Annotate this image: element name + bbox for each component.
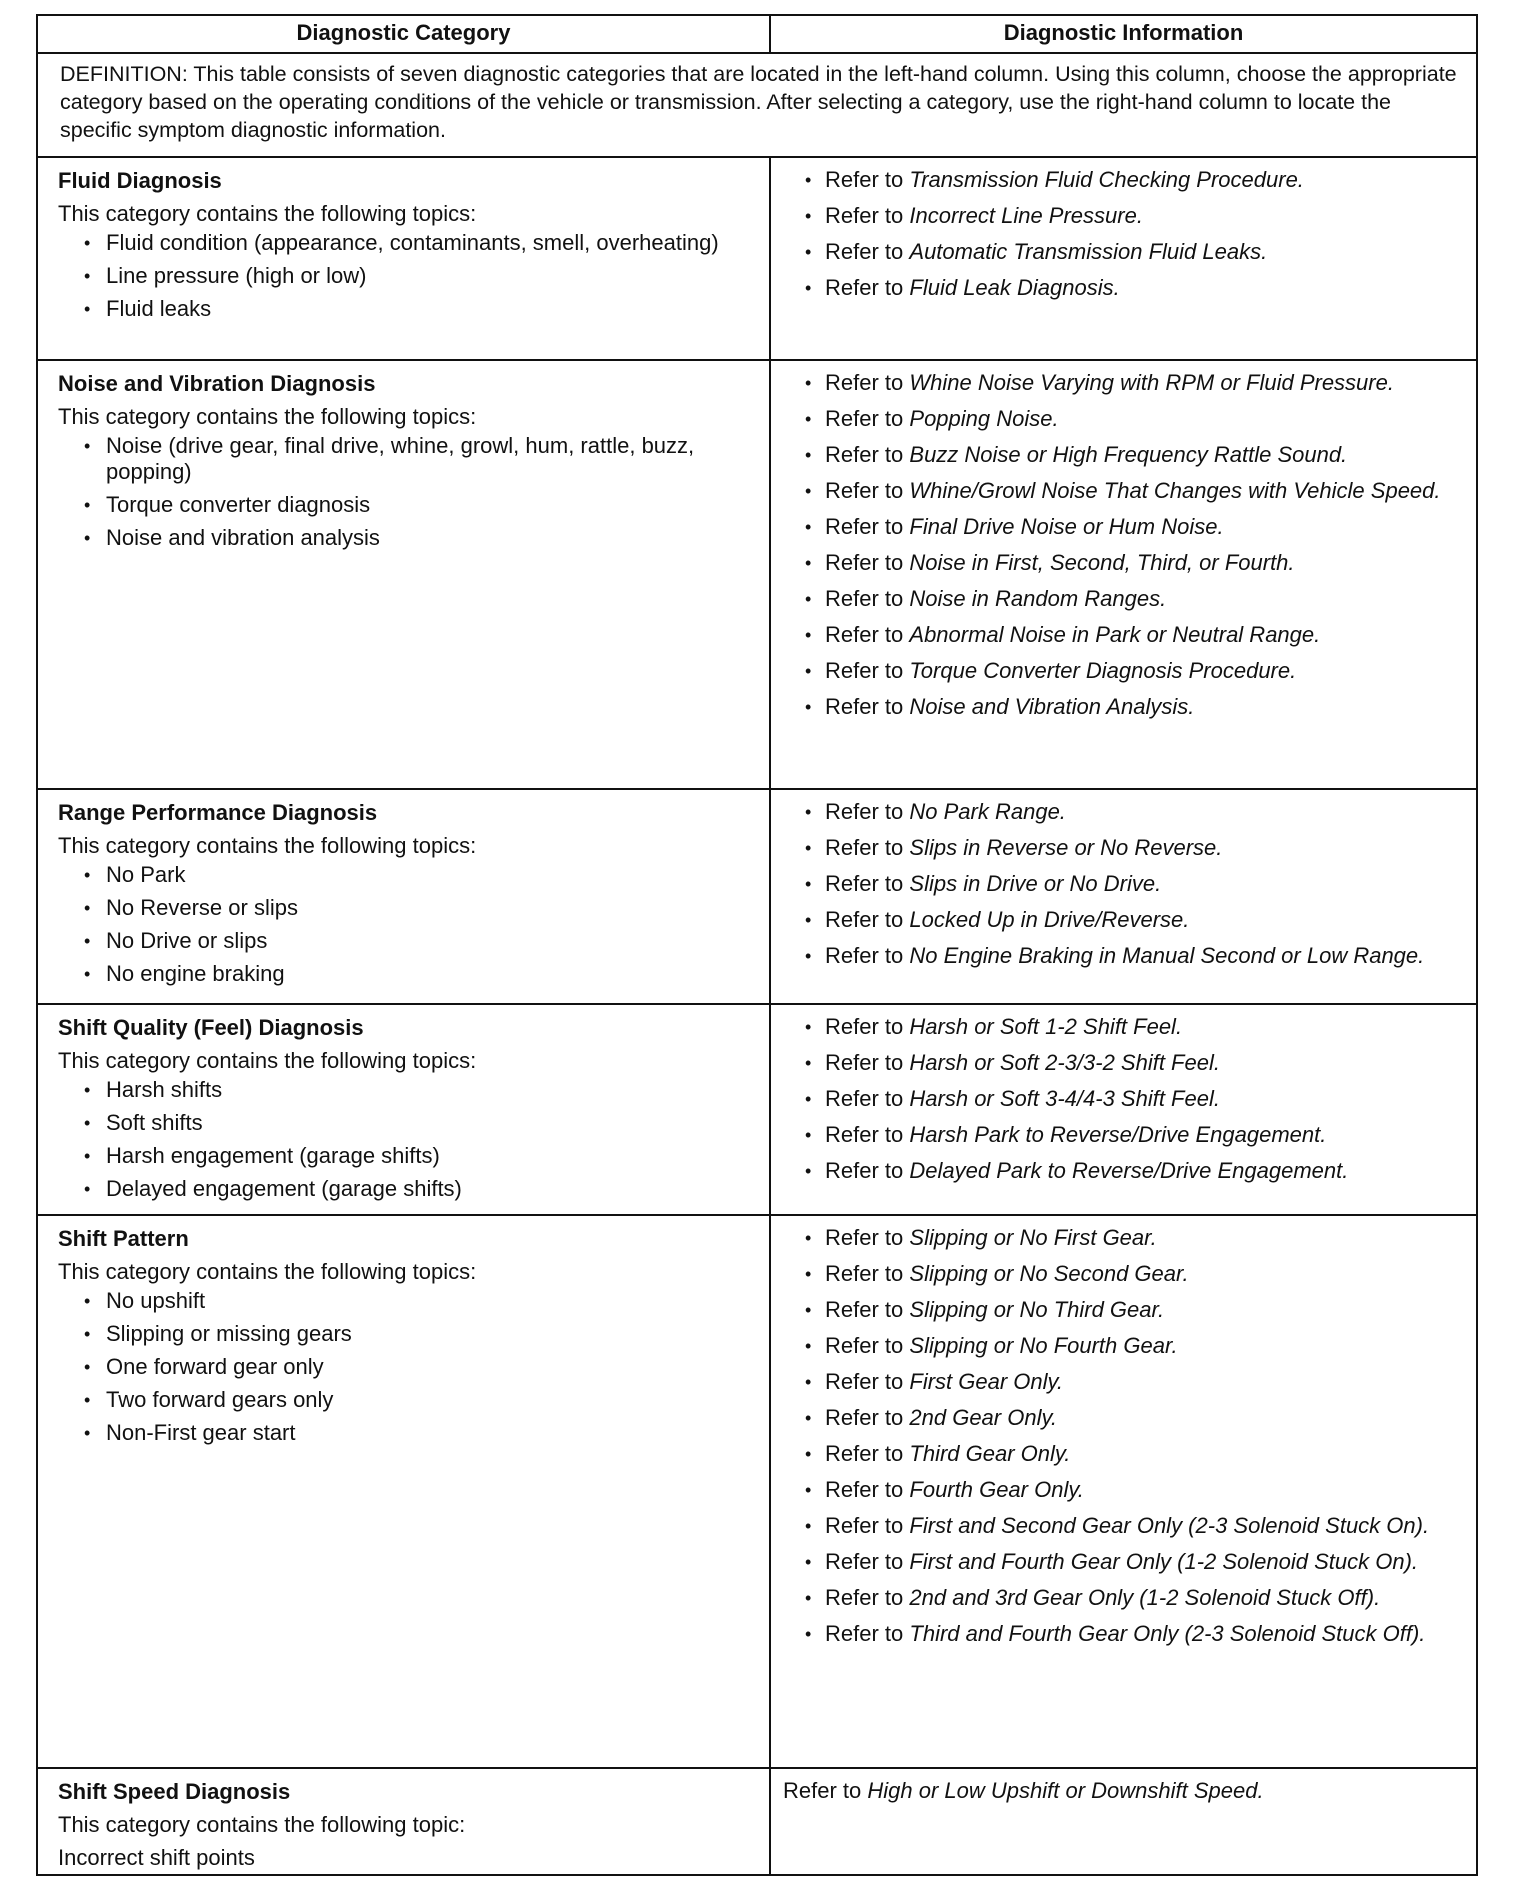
refer-to-label: Refer to xyxy=(825,622,904,647)
reference-title: First Gear Only. xyxy=(909,1369,1064,1394)
reference-item xyxy=(803,1548,1462,1576)
reference-item xyxy=(803,870,1462,898)
reference-list xyxy=(803,1013,1462,1185)
reference-item xyxy=(803,238,1462,266)
refer-to-label: Refer to xyxy=(825,1050,904,1075)
refer-to-label: Refer to xyxy=(825,943,904,968)
refer-to-label: Refer to xyxy=(825,1549,904,1574)
reference-item xyxy=(803,274,1462,302)
reference-title: Transmission Fluid Checking Procedure. xyxy=(909,167,1304,192)
topic-item: • Harsh engagement (garage shifts) xyxy=(84,1143,759,1169)
refer-to-label: Refer to xyxy=(825,203,904,228)
refer-to-label: Refer to xyxy=(783,1778,862,1803)
reference-item xyxy=(803,1584,1462,1612)
refer-to-label: Refer to xyxy=(825,239,904,264)
reference-title: Delayed Park to Reverse/Drive Engagement. xyxy=(909,1158,1349,1183)
reference-title: Slips in Reverse or No Reverse. xyxy=(909,835,1223,860)
reference-item xyxy=(803,369,1462,397)
reference-list xyxy=(803,798,1462,970)
reference-title: Popping Noise. xyxy=(909,406,1059,431)
information-cell xyxy=(770,1004,1477,1215)
reference-item xyxy=(803,405,1462,433)
refer-to-label: Refer to xyxy=(825,1225,904,1250)
table-row xyxy=(37,1004,1477,1215)
refer-to-label: Refer to xyxy=(825,1477,904,1502)
category-intro: This category contains the following topics: xyxy=(58,1048,477,1073)
reference-item xyxy=(803,942,1462,970)
category-cell xyxy=(37,360,770,789)
topic-list xyxy=(58,1288,759,1446)
reference-item xyxy=(803,798,1462,826)
topic-item: • One forward gear only xyxy=(84,1354,759,1380)
reference-title: Torque Converter Diagnosis Procedure. xyxy=(909,658,1297,683)
reference-title: Fluid Leak Diagnosis. xyxy=(909,275,1120,300)
reference-title: Slips in Drive or No Drive. xyxy=(909,871,1162,896)
category-intro: This category contains the following topics: xyxy=(58,404,477,429)
topic-list xyxy=(58,433,759,551)
header-row xyxy=(37,15,1477,53)
category-cell xyxy=(37,1004,770,1215)
category-intro: This category contains the following topics: xyxy=(58,1259,477,1284)
reference-item xyxy=(803,657,1462,685)
reference-title: Incorrect Line Pressure. xyxy=(909,203,1143,228)
reference-title: Third Gear Only. xyxy=(909,1441,1071,1466)
reference-title: Slipping or No Second Gear. xyxy=(909,1261,1189,1286)
refer-to-label: Refer to xyxy=(825,1621,904,1646)
reference-item xyxy=(803,621,1462,649)
header-diagnostic-information: Diagnostic Information xyxy=(770,15,1477,53)
header-diagnostic-category: Diagnostic Category xyxy=(37,15,770,53)
reference-item xyxy=(783,1777,1462,1805)
reference-item xyxy=(803,1404,1462,1432)
reference-title: Locked Up in Drive/Reverse. xyxy=(909,907,1190,932)
refer-to-label: Refer to xyxy=(825,1585,904,1610)
reference-item xyxy=(803,1157,1462,1185)
refer-to-label: Refer to xyxy=(825,658,904,683)
reference-list xyxy=(803,166,1462,302)
refer-to-label: Refer to xyxy=(825,1122,904,1147)
reference-title: High or Low Upshift or Downshift Speed. xyxy=(867,1778,1264,1803)
reference-item xyxy=(803,477,1462,505)
reference-title: Abnormal Noise in Park or Neutral Range. xyxy=(909,622,1321,647)
refer-to-label: Refer to xyxy=(825,1086,904,1111)
information-cell xyxy=(770,360,1477,789)
category-intro: This category contains the following topics: xyxy=(58,201,477,226)
reference-item xyxy=(803,1332,1462,1360)
reference-title: Slipping or No First Gear. xyxy=(909,1225,1157,1250)
category-title: Shift Speed Diagnosis xyxy=(58,1779,291,1804)
category-title: Shift Pattern xyxy=(58,1226,189,1251)
topic-item: • Delayed engagement (garage shifts) xyxy=(84,1176,759,1202)
reference-item xyxy=(803,1085,1462,1113)
category-intro: This category contains the following topics: xyxy=(58,833,477,858)
reference-item xyxy=(803,1512,1462,1540)
refer-to-label: Refer to xyxy=(825,514,904,539)
topic-item: • Non-First gear start xyxy=(84,1420,759,1446)
definition-row xyxy=(37,53,1477,157)
topic-list xyxy=(58,862,759,987)
topic-item: • Torque converter diagnosis xyxy=(84,492,759,518)
refer-to-label: Refer to xyxy=(825,1297,904,1322)
topic-item: • Line pressure (high or low) xyxy=(84,263,759,289)
reference-list xyxy=(803,369,1462,721)
reference-item xyxy=(803,441,1462,469)
reference-title: No Park Range. xyxy=(909,799,1066,824)
reference-title: Whine/Growl Noise That Changes with Vehicle Speed. xyxy=(909,478,1441,503)
topic-item: • Harsh shifts xyxy=(84,1077,759,1103)
refer-to-label: Refer to xyxy=(825,1513,904,1538)
reference-list xyxy=(803,1224,1462,1648)
refer-to-label: Refer to xyxy=(825,799,904,824)
topic-item: • Fluid condition (appearance, contaminants, smell, overheating) xyxy=(84,230,759,256)
topic-item: • No engine braking xyxy=(84,961,759,987)
reference-item xyxy=(803,166,1462,194)
reference-item xyxy=(803,1368,1462,1396)
reference-item xyxy=(803,1224,1462,1252)
reference-item xyxy=(803,1620,1462,1648)
topic-item: • Noise and vibration analysis xyxy=(84,525,759,551)
reference-item xyxy=(803,585,1462,613)
topic-list xyxy=(58,1077,759,1202)
reference-item xyxy=(803,1121,1462,1149)
information-cell xyxy=(770,1768,1477,1875)
reference-title: Buzz Noise or High Frequency Rattle Sound. xyxy=(909,442,1348,467)
category-title: Noise and Vibration Diagnosis xyxy=(58,371,376,396)
refer-to-label: Refer to xyxy=(825,1369,904,1394)
refer-to-label: Refer to xyxy=(825,370,904,395)
category-title: Shift Quality (Feel) Diagnosis xyxy=(58,1015,364,1040)
topic-item: Incorrect shift points xyxy=(58,1845,255,1870)
refer-to-label: Refer to xyxy=(825,694,904,719)
definition-text: DEFINITION: This table consists of seven diagnostic categories that are located in the left-hand column. Using this column, choose the appropriate category based on the operating conditions of the vehicle or transmission. After selecting a category, use the right-hand column to locate the specific symptom diagnostic information. xyxy=(37,53,1477,157)
reference-item xyxy=(803,1440,1462,1468)
refer-to-label: Refer to xyxy=(825,1441,904,1466)
reference-title: Whine Noise Varying with RPM or Fluid Pressure. xyxy=(909,370,1394,395)
reference-title: First and Fourth Gear Only (1-2 Solenoid Stuck On). xyxy=(909,1549,1419,1574)
reference-title: Final Drive Noise or Hum Noise. xyxy=(909,514,1224,539)
table-row xyxy=(37,1215,1477,1768)
table-body xyxy=(37,53,1477,1875)
table-row xyxy=(37,157,1477,360)
reference-item xyxy=(803,834,1462,862)
reference-item xyxy=(803,693,1462,721)
reference-title: Automatic Transmission Fluid Leaks. xyxy=(909,239,1268,264)
refer-to-label: Refer to xyxy=(825,478,904,503)
table-row xyxy=(37,789,1477,1004)
reference-item xyxy=(803,513,1462,541)
topic-item: • Noise (drive gear, final drive, whine, growl, hum, rattle, buzz, popping) xyxy=(84,433,759,485)
topic-item: • Slipping or missing gears xyxy=(84,1321,759,1347)
reference-item xyxy=(803,202,1462,230)
reference-title: Noise in First, Second, Third, or Fourth. xyxy=(909,550,1295,575)
refer-to-label: Refer to xyxy=(825,406,904,431)
topic-item: • No Park xyxy=(84,862,759,888)
refer-to-label: Refer to xyxy=(825,442,904,467)
reference-title: Harsh or Soft 1-2 Shift Feel. xyxy=(909,1014,1183,1039)
reference-title: 2nd Gear Only. xyxy=(909,1405,1057,1430)
topic-item: • No upshift xyxy=(84,1288,759,1314)
reference-title: 2nd and 3rd Gear Only (1-2 Solenoid Stuck Off). xyxy=(909,1585,1381,1610)
category-cell xyxy=(37,789,770,1004)
refer-to-label: Refer to xyxy=(825,835,904,860)
refer-to-label: Refer to xyxy=(825,586,904,611)
refer-to-label: Refer to xyxy=(825,275,904,300)
refer-to-label: Refer to xyxy=(825,871,904,896)
reference-title: Harsh Park to Reverse/Drive Engagement. xyxy=(909,1122,1327,1147)
category-cell xyxy=(37,1215,770,1768)
reference-title: Harsh or Soft 3-4/4-3 Shift Feel. xyxy=(909,1086,1220,1111)
refer-to-label: Refer to xyxy=(825,1333,904,1358)
diagnostic-table xyxy=(36,14,1478,1876)
refer-to-label: Refer to xyxy=(825,1405,904,1430)
topic-item: • Soft shifts xyxy=(84,1110,759,1136)
reference-title: Noise in Random Ranges. xyxy=(909,586,1167,611)
reference-title: Noise and Vibration Analysis. xyxy=(909,694,1195,719)
information-cell xyxy=(770,789,1477,1004)
refer-to-label: Refer to xyxy=(825,550,904,575)
topic-item: • No Reverse or slips xyxy=(84,895,759,921)
topic-item: • Fluid leaks xyxy=(84,296,759,322)
category-cell xyxy=(37,157,770,360)
refer-to-label: Refer to xyxy=(825,1014,904,1039)
refer-to-label: Refer to xyxy=(825,1261,904,1286)
reference-item xyxy=(803,906,1462,934)
information-cell xyxy=(770,157,1477,360)
refer-to-label: Refer to xyxy=(825,907,904,932)
reference-item xyxy=(803,1476,1462,1504)
topic-item: • Two forward gears only xyxy=(84,1387,759,1413)
reference-title: Slipping or No Third Gear. xyxy=(909,1297,1165,1322)
reference-item xyxy=(803,1013,1462,1041)
category-intro: This category contains the following topic: xyxy=(58,1812,466,1837)
category-cell xyxy=(37,1768,770,1875)
reference-item xyxy=(803,1296,1462,1324)
table-row xyxy=(37,360,1477,789)
reference-title: Third and Fourth Gear Only (2-3 Solenoid Stuck Off). xyxy=(909,1621,1426,1646)
table-row xyxy=(37,1768,1477,1875)
information-cell xyxy=(770,1215,1477,1768)
topic-list xyxy=(58,230,759,322)
refer-to-label: Refer to xyxy=(825,1158,904,1183)
reference-item xyxy=(803,1260,1462,1288)
reference-item xyxy=(803,1049,1462,1077)
topic-item: • No Drive or slips xyxy=(84,928,759,954)
reference-title: Fourth Gear Only. xyxy=(909,1477,1084,1502)
reference-title: First and Second Gear Only (2-3 Solenoid Stuck On). xyxy=(909,1513,1430,1538)
refer-to-label: Refer to xyxy=(825,167,904,192)
reference-title: Harsh or Soft 2-3/3-2 Shift Feel. xyxy=(909,1050,1220,1075)
reference-item xyxy=(803,549,1462,577)
category-title: Range Performance Diagnosis xyxy=(58,800,378,825)
reference-title: No Engine Braking in Manual Second or Low Range. xyxy=(909,943,1425,968)
category-title: Fluid Diagnosis xyxy=(58,168,222,193)
reference-title: Slipping or No Fourth Gear. xyxy=(909,1333,1178,1358)
